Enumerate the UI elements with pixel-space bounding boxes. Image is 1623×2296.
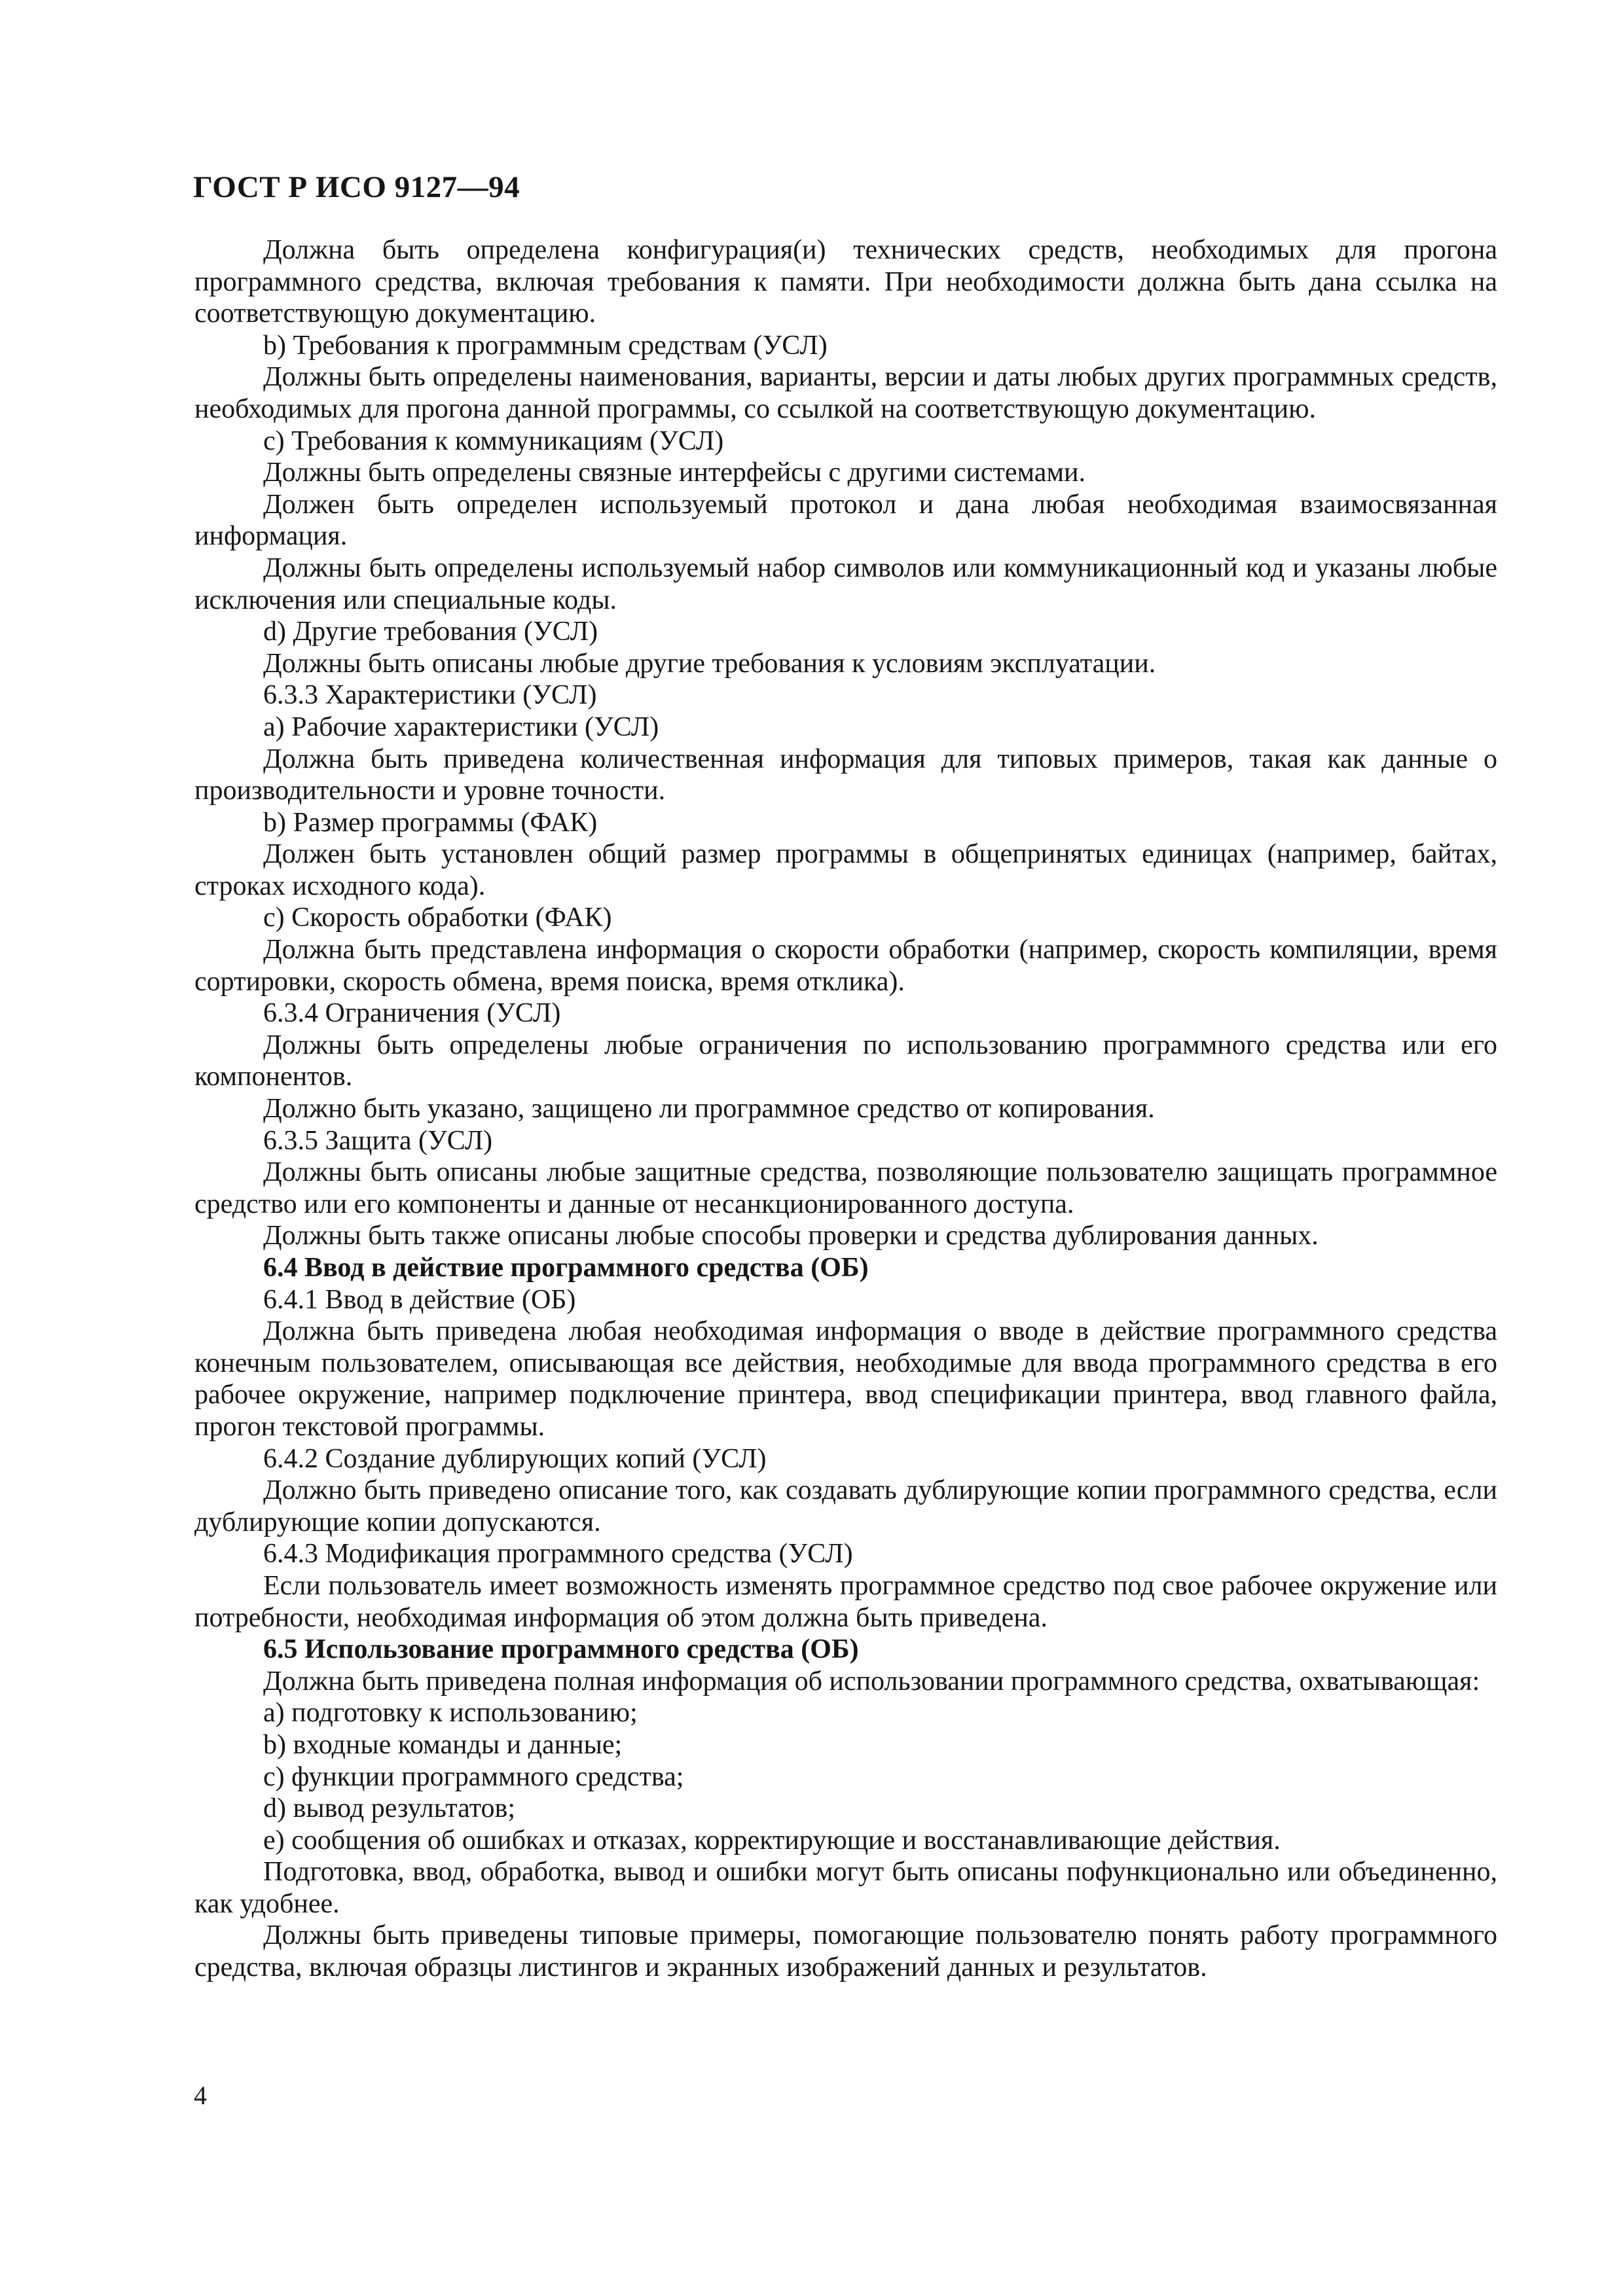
paragraph: Должны быть определены используемый набор символов или коммуникационный код и указаны любые исключения или специальные коды. — [194, 552, 1497, 615]
paragraph: Должны быть определены связные интерфейсы с другими системами. — [263, 457, 1086, 488]
paragraph: Должны быть определены любые ограничения по использованию программного средства или его компонентов. — [194, 1030, 1497, 1092]
paragraph: Должна быть приведена количественная информация для типовых примеров, такая как данные о производительности и уровне точности. — [194, 744, 1497, 806]
paragraph: Должен быть установлен общий размер программы в общепринятых единицах (например, байтах, строках исходного кода). — [194, 839, 1497, 901]
paragraph: 6.4.1 Ввод в действие (ОБ) — [263, 1284, 576, 1315]
paragraph: Подготовка, ввод, обработка, вывод и ошибки могут быть описаны пофункционально или объединенно, как удобнее. — [194, 1857, 1497, 1919]
page-number: 4 — [194, 2081, 207, 2110]
paragraph: b) Требования к программным средствам (УСЛ) — [263, 330, 828, 361]
paragraph: 6.3.4 Ограничения (УСЛ) — [263, 998, 561, 1029]
paragraph: e) сообщения об ошибках и отказах, корректирующие и восстанавливающие действия. — [263, 1825, 1281, 1856]
paragraph: Должна быть приведена любая необходимая информация о вводе в действие программного средства конечным пользователем, описывающая все действия, необходимые для ввода программного средства в его рабочее окружение, например подключение принтера, ввод спецификации принтера, ввод главного файла, прогон текстовой программы. — [194, 1316, 1497, 1442]
paragraph: Должен быть определен используемый протокол и дана любая необходимая взаимосвязанная информация. — [194, 489, 1497, 552]
paragraph: Должно быть приведено описание того, как создавать дублирующие копии программного средства, если дублирующие копии допускаются. — [194, 1475, 1497, 1537]
paragraph: a) Рабочие характеристики (УСЛ) — [263, 711, 659, 742]
paragraph: Должно быть указано, защищено ли программное средство от копирования. — [263, 1094, 1155, 1124]
paragraph: Должна быть приведена полная информация об использовании программного средства, охватывающая: — [263, 1666, 1480, 1696]
paragraph: d) вывод результатов; — [263, 1793, 515, 1824]
paragraph: Должны быть описаны любые другие требования к условиям эксплуатации. — [263, 648, 1156, 679]
paragraph: c) функции программного средства; — [263, 1761, 684, 1792]
paragraph: Должны быть описаны любые защитные средства, позволяющие пользователю защищать программное средство или его компоненты и данные от несанкционированного доступа. — [194, 1157, 1497, 1219]
paragraph: Должны быть также описаны любые способы проверки и средства дублирования данных. — [263, 1221, 1319, 1251]
section-heading: 6.4 Ввод в действие программного средства (ОБ) — [263, 1253, 869, 1283]
paragraph: Должна быть представлена информация о скорости обработки (например, скорость компиляции, время сортировки, скорость обмена, время поиска, время отклика). — [194, 935, 1497, 997]
paragraph: c) Требования к коммуникациям (УСЛ) — [263, 425, 724, 456]
document-body — [194, 234, 1497, 1984]
paragraph: Если пользователь имеет возможность изменять программное средство под свое рабочее окружение или потребности, необходимая информация об этом должна быть приведена. — [194, 1570, 1497, 1633]
page-header-title: ГОСТ Р ИСО 9127—94 — [193, 170, 520, 204]
paragraph: 6.3.5 Защита (УСЛ) — [263, 1125, 493, 1156]
paragraph: 6.4.3 Модификация программного средства (УСЛ) — [263, 1539, 853, 1570]
paragraph: 6.3.3 Характеристики (УСЛ) — [263, 680, 597, 711]
paragraph: Должны быть определены наименования, варианты, версии и даты любых других программных средств, необходимых для прогона данной программы, со ссылкой на соответствующую документацию. — [194, 362, 1497, 424]
paragraph: b) входные команды и данные; — [263, 1729, 623, 1760]
paragraph: Должны быть приведены типовые примеры, помогающие пользователю понять работу программного средства, включая образцы листингов и экранных изображений данных и результатов. — [194, 1920, 1497, 1983]
paragraph: b) Размер программы (ФАК) — [263, 807, 598, 838]
paragraph: Должна быть определена конфигурация(и) технических средств, необходимых для прогона программного средства, включая требования к памяти. При необходимости должна быть дана ссылка на соответствующую документацию. — [194, 235, 1497, 329]
paragraph: d) Другие требования (УСЛ) — [263, 617, 598, 647]
paragraph: 6.4.2 Создание дублирующих копий (УСЛ) — [263, 1443, 767, 1474]
paragraph: c) Скорость обработки (ФАК) — [263, 903, 612, 933]
section-heading: 6.5 Использование программного средства (ОБ) — [263, 1634, 859, 1665]
paragraph: a) подготовку к использованию; — [263, 1698, 638, 1729]
